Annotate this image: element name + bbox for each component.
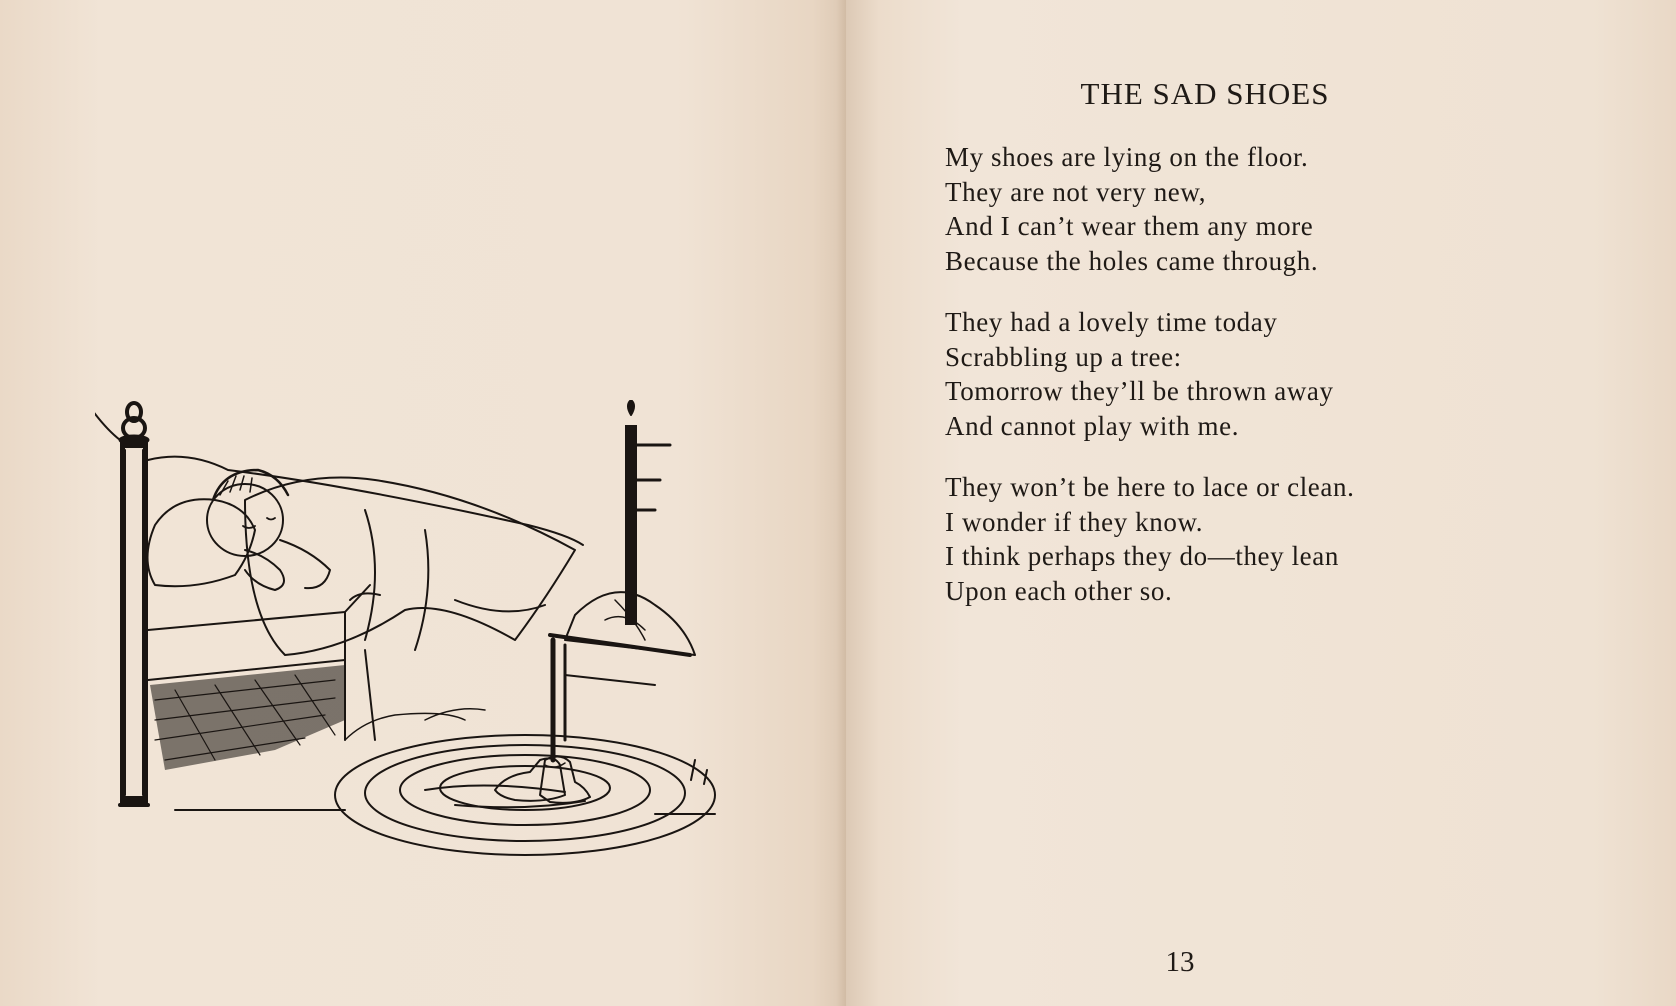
page-number: 13 <box>1165 946 1195 978</box>
poem-line: They are not very new, <box>945 176 1207 207</box>
shoes-drawing <box>495 756 590 802</box>
bed-drawing <box>148 457 584 770</box>
stanza-2 <box>945 305 1505 443</box>
poem-line: Tomorrow they’ll be thrown away <box>945 376 1334 406</box>
poem-line: And I can’t wear them any more <box>945 211 1314 241</box>
poem-line: And cannot play with me. <box>945 410 1240 441</box>
poem-line: Scrabbling up a tree: <box>945 341 1182 372</box>
poem-line: I wonder if they know. <box>945 506 1204 537</box>
poem-line: I think perhaps they do—they lean <box>945 541 1339 571</box>
poem-line: They had a lovely time today <box>945 307 1278 337</box>
sleeping-child-illustration <box>95 400 755 920</box>
poem <box>945 76 1505 635</box>
rug-drawing <box>335 735 715 855</box>
poem-line: Upon each other so. <box>945 575 1173 606</box>
poem-line: Because the holes came through. <box>945 245 1319 276</box>
bedpost-drawing <box>95 403 149 805</box>
stanza-1 <box>945 140 1505 278</box>
poem-title: THE SAD SHOES <box>1080 76 1330 111</box>
chair-drawing <box>550 400 695 760</box>
stanza-3 <box>945 470 1505 608</box>
poem-line: My shoes are lying on the floor. <box>945 142 1309 172</box>
poem-line: They won’t be here to lace or clean. <box>945 472 1355 502</box>
